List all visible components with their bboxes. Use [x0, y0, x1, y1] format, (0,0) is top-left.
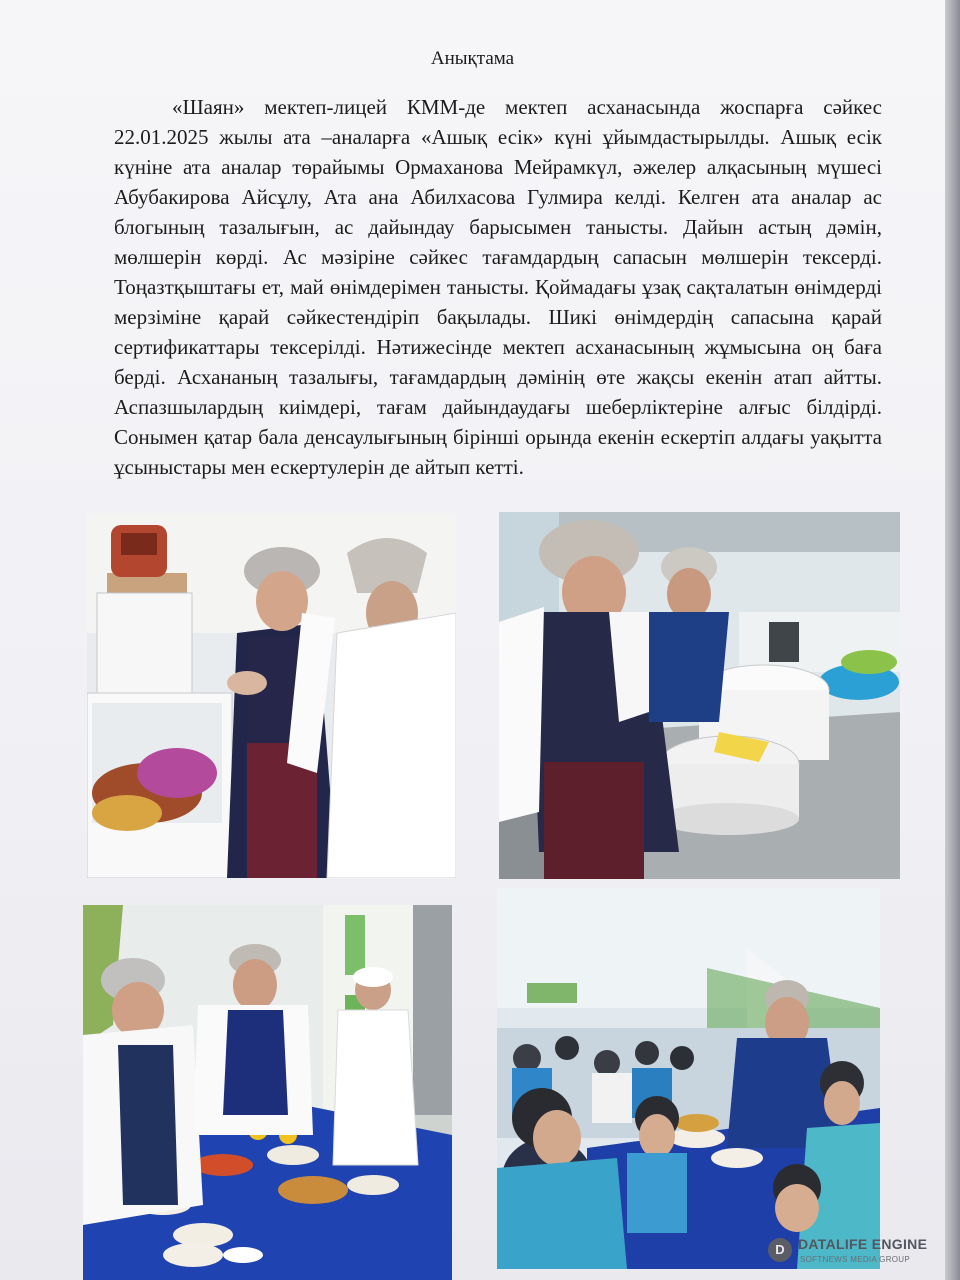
photo-children-eating [497, 888, 880, 1269]
page-edge [945, 0, 960, 1280]
photo-kitchen-pot [499, 512, 900, 879]
watermark-sub-text: SOFTNEWS MEDIA GROUP [800, 1255, 911, 1264]
document-paragraph: «Шаян» мектеп-лицей КММ-де мектеп асханасында жоспарға сәйкес 22.01.2025 жылы ата –аналарға «Ашық есік» күні ұйымдастырылды. Ашық есік күніне ата аналар төрайымы Ормаханова Мейрамкүл, әжелер алқасының мүшесі Абубакирова Айсұлу, Ата ана Абилхасова Гулмира келді. Келген ата аналар ас блогының тазалығын, ас дайындау барысымен танысты. Дайын астың дәмін, мөлшерін көрді. Ас мәзіріне сәйкес тағамдардың сапасын мөлшерін тексерді. Тоңазтқыштағы ет, май өнімдерімен танысты. Қоймадағы ұзақ сақталатын өнімдерді мерзіміне қарай сәйкестендіріп бақылады. Шикі өнімдердің сапасына қарай сертификаттары тексерілді. Нәтижесінде мектеп асханасының жұмысына оң баға берді. Асхананың тазалығы, тағамдардың дәмінің өте жақсы екенін атап айтты. Аспазшылардың киімдері, тағам дайындаудағы шеберліктеріне алғыс білдірді. Сонымен қатар бала денсаулығының бірінші орында екенін ескертіп алдағы уақытта ұсыныстары мен ескертулерін де айтып кетті. [114, 95, 882, 479]
watermark-main-text: DATALIFE ENGINE [798, 1236, 928, 1252]
document-title: Анықтама [430, 48, 515, 69]
datalife-watermark [768, 1236, 948, 1270]
photo-freezer-inspection [87, 513, 456, 878]
datalife-logo-icon: D [768, 1238, 792, 1262]
photo-dining-table [83, 905, 452, 1280]
